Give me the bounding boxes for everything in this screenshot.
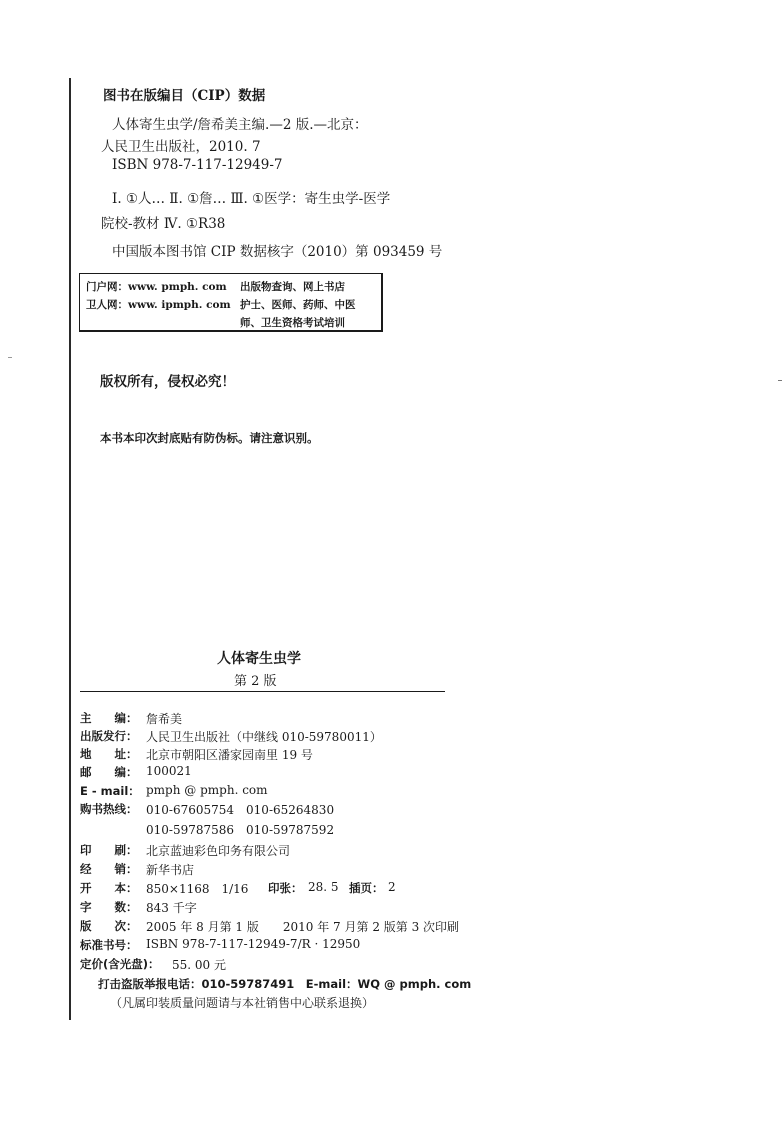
info-label: 开 本： xyxy=(80,881,138,895)
info-value: 100021 xyxy=(146,764,192,778)
info-value: 北京蓝迪彩色印务有限公司 xyxy=(146,844,291,858)
info-label: 字 数： xyxy=(80,900,138,914)
info-value: ISBN 978-7-117-12949-7/R · 12950 xyxy=(146,937,361,951)
cip-line: 中国版本图书馆 CIP 数据核字（2010）第 093459 号 xyxy=(112,244,443,260)
health-site: 卫人网：www. ipmph. com xyxy=(86,299,231,311)
info-label: 印 刷： xyxy=(80,843,138,857)
info-value: 010-67605754 010-65264830 xyxy=(146,803,335,817)
info-value: 人民卫生出版社（中继线 010-59780011） xyxy=(146,730,382,744)
cip-line: 院校-教材 Ⅳ. ①R38 xyxy=(101,216,226,232)
info-value: 850×1168 1/16 xyxy=(146,882,249,896)
divider xyxy=(80,691,445,692)
info-label: 经 销： xyxy=(80,862,138,876)
info-value: 詹希美 xyxy=(146,712,183,726)
copyright-notice: 版权所有，侵权必究！ xyxy=(100,374,235,390)
portal-site-desc: 出版物查询、网上书店 xyxy=(240,281,345,293)
health-site-desc: 护士、医师、药师、中医 xyxy=(240,299,356,311)
cip-line: ISBN 978-7-117-12949-7 xyxy=(112,157,283,173)
info-label: 邮 编： xyxy=(80,765,138,779)
info-value: 55. 00 元 xyxy=(172,958,226,972)
edge-mark xyxy=(778,380,782,381)
info-value: 010-59787586 010-59787592 xyxy=(146,823,335,837)
info-value: 843 千字 xyxy=(146,901,197,915)
info-label: 插页： xyxy=(349,881,384,895)
info-label: 出版发行： xyxy=(80,729,138,743)
info-label: 地 址： xyxy=(80,747,138,761)
portal-site: 门户网：www. pmph. com xyxy=(86,281,227,293)
health-site-desc-cont: 师、卫生资格考试培训 xyxy=(240,317,345,329)
info-label: 印张： xyxy=(268,881,303,895)
cip-line: Ⅰ. ①人… Ⅱ. ①詹… Ⅲ. ①医学：寄生虫学-医学 xyxy=(112,191,391,207)
info-label: E - mail： xyxy=(80,784,140,798)
info-value: pmph @ pmph. com xyxy=(146,783,268,797)
info-value: 新华书店 xyxy=(146,863,195,877)
info-label: 标准书号： xyxy=(80,938,138,952)
book-title: 人体寄生虫学 xyxy=(217,651,301,667)
info-value: 2 xyxy=(388,880,396,894)
cip-title: 图书在版编目（CIP）数据 xyxy=(103,88,266,104)
info-label: 版 次： xyxy=(80,919,138,933)
return-note: （凡属印装质量问题请与本社销售中心联系退换） xyxy=(110,996,375,1010)
edge-mark xyxy=(8,357,12,358)
info-value: 2005 年 8 月第 1 版 2010 年 7 月第 2 版第 3 次印刷 xyxy=(146,920,460,934)
info-label: 主 编： xyxy=(80,711,138,725)
piracy-report-line: 打击盗版举报电话：010-59787491 E-mail：WQ @ pmph. com xyxy=(98,977,472,991)
cip-line: 人体寄生虫学/詹希美主编.—2 版.—北京： xyxy=(112,117,368,133)
book-edition: 第 2 版 xyxy=(234,674,277,689)
cip-line: 人民卫生出版社，2010. 7 xyxy=(101,139,261,155)
page-margin-rule xyxy=(69,78,71,1020)
info-label: 购书热线： xyxy=(80,802,138,816)
anti-counterfeit-notice: 本书本印次封底贴有防伪标。请注意识别。 xyxy=(100,431,319,445)
website-info-box xyxy=(79,273,383,332)
info-value: 北京市朝阳区潘家园南里 19 号 xyxy=(146,748,313,762)
info-value: 28. 5 xyxy=(308,880,339,894)
info-label: 定价(含光盘)： xyxy=(80,957,160,971)
